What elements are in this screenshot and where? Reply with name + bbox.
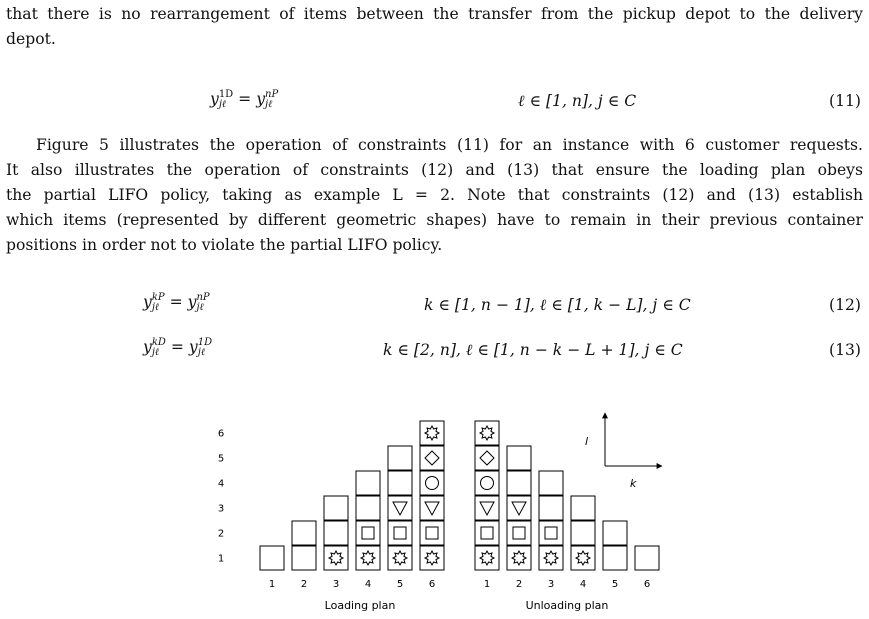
equation-11-number: (11) xyxy=(829,92,862,110)
loading-plan-slot xyxy=(356,471,380,495)
paragraph-line: the partial LIFO policy, taking as example L = 2. Note that constraints (12) and (13) establish xyxy=(6,186,863,204)
y-tick-label: 4 xyxy=(217,478,225,490)
loading-plan-slot xyxy=(388,521,412,545)
loading-plan-slot xyxy=(356,496,380,520)
loading-plan-slot xyxy=(420,496,444,520)
equation-13-condition: k ∈ [2, n], ℓ ∈ [1, n − k − L + 1], j ∈ C xyxy=(383,341,683,359)
loading-plan-figure xyxy=(0,395,869,619)
loading-plan-caption: Loading plan xyxy=(324,599,396,612)
loading-plan-slot xyxy=(292,521,316,545)
unloading-plan-slot xyxy=(475,471,499,495)
y-tick-label: 6 xyxy=(217,428,225,440)
paragraph-line: depot. xyxy=(6,30,56,48)
loading-plan-slot xyxy=(388,471,412,495)
unloading-plan-slot xyxy=(507,521,531,545)
loading-plan-slot xyxy=(420,446,444,470)
unloading-plan-slot xyxy=(571,521,595,545)
unloading-plan-slot xyxy=(475,521,499,545)
unloading-plan-slot xyxy=(507,471,531,495)
y-tick-label: 5 xyxy=(217,453,225,465)
unloading-plan-slot xyxy=(571,546,595,570)
unloading-plan-slot xyxy=(539,496,563,520)
unloading-plan-slot xyxy=(475,496,499,520)
loading-plan-slot xyxy=(356,546,380,570)
loading-plan-slot xyxy=(324,521,348,545)
loading-plan-x-tick: 3 xyxy=(332,579,340,590)
equation-13-lhs: y kD jℓ = y 1D jℓ xyxy=(143,337,213,358)
unloading-plan-slot xyxy=(475,446,499,470)
axis-l-label: l xyxy=(585,435,589,448)
axis-k-label: k xyxy=(630,477,637,490)
loading-plan-slot xyxy=(420,521,444,545)
unloading-plan-slot xyxy=(539,521,563,545)
loading-plan-slot xyxy=(388,496,412,520)
y-tick-label: 2 xyxy=(217,528,225,540)
loading-plan-slot xyxy=(260,546,284,570)
unloading-plan-x-tick: 3 xyxy=(547,579,555,590)
unloading-plan-x-tick: 5 xyxy=(611,579,619,590)
loading-plan-slot xyxy=(420,421,444,445)
unloading-plan-x-tick: 6 xyxy=(643,579,651,590)
unloading-plan-slot xyxy=(507,546,531,570)
loading-plan-x-tick: 6 xyxy=(428,579,436,590)
equation-12-number: (12) xyxy=(829,296,862,314)
unloading-plan-slot xyxy=(539,546,563,570)
unloading-plan-x-tick: 2 xyxy=(515,579,523,590)
loading-plan-slot xyxy=(324,496,348,520)
paragraph-intro xyxy=(6,2,863,52)
paragraph-line: Figure 5 illustrates the operation of constraints (11) for an instance with 6 customer requests. xyxy=(36,136,863,154)
paragraph-line: which items (represented by different geometric shapes) have to remain in their previous container xyxy=(6,211,863,229)
unloading-plan-slot xyxy=(475,546,499,570)
loading-plan-x-tick: 5 xyxy=(396,579,404,590)
paragraph-figure-description xyxy=(6,133,863,258)
loading-plan-slot xyxy=(420,546,444,570)
paragraph-line: positions in order not to violate the partial LIFO policy. xyxy=(6,236,443,254)
equation-12-condition: k ∈ [1, n − 1], ℓ ∈ [1, k − L], j ∈ C xyxy=(424,296,691,314)
loading-plan-x-tick: 1 xyxy=(268,579,276,590)
loading-plan-slot xyxy=(292,546,316,570)
unloading-plan-caption: Unloading plan xyxy=(525,599,609,612)
unloading-plan-x-tick: 1 xyxy=(483,579,491,590)
loading-plan-x-tick: 4 xyxy=(364,579,372,590)
loading-plan-x-tick: 2 xyxy=(300,579,308,590)
equation-12-lhs: y kP jℓ = y nP jℓ xyxy=(143,292,210,313)
unloading-plan-slot xyxy=(603,521,627,545)
paragraph-line: that there is no rearrangement of items between the transfer from the pickup depot to the delivery xyxy=(6,5,863,23)
loading-plan-slot xyxy=(356,521,380,545)
equation-11-condition: ℓ ∈ [1, n], j ∈ C xyxy=(518,92,637,110)
y-tick-label: 1 xyxy=(217,553,225,565)
unloading-plan-x-tick: 4 xyxy=(579,579,587,590)
unloading-plan-slot xyxy=(635,546,659,570)
unloading-plan-slot xyxy=(539,471,563,495)
paragraph-line: It also illustrates the operation of constraints (12) and (13) that ensure the loading plan obeys xyxy=(6,161,863,179)
unloading-plan-slot xyxy=(475,421,499,445)
unloading-plan-slot xyxy=(507,446,531,470)
loading-plan-slot xyxy=(420,471,444,495)
unloading-plan-slot xyxy=(571,496,595,520)
unloading-plan-slot xyxy=(603,546,627,570)
equation-13-number: (13) xyxy=(829,341,862,359)
loading-plan-slot xyxy=(388,546,412,570)
y-tick-label: 3 xyxy=(217,503,225,515)
loading-plan-slot xyxy=(388,446,412,470)
loading-plan-slot xyxy=(324,546,348,570)
unloading-plan-slot xyxy=(507,496,531,520)
equation-11-lhs: y 1D jℓ = y nP jℓ xyxy=(210,89,279,110)
